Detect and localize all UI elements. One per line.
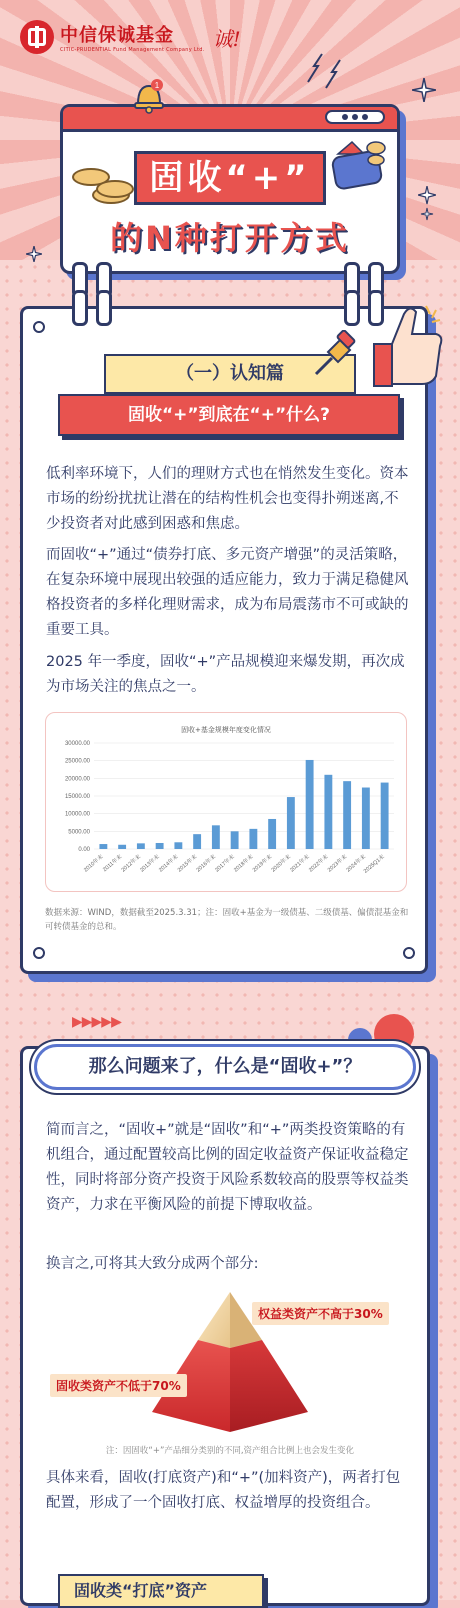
pushpin-icon xyxy=(310,330,360,380)
hero-subtitle: 的N种打开方式 xyxy=(110,219,350,257)
x-tick-label: 2015年末 xyxy=(176,853,199,874)
chart-bar xyxy=(249,829,257,849)
binder-ring xyxy=(72,290,88,326)
window-controls xyxy=(325,110,385,124)
brand-name-en: CITIC-PRUDENTIAL Fund Management Company Ltd. xyxy=(60,47,205,53)
x-tick-label: 2010年末 xyxy=(82,853,105,874)
chart-title: 固收+基金规模年度变化情况 xyxy=(181,726,271,734)
brand-signature: 诚! xyxy=(212,26,241,51)
lightning-icon xyxy=(300,52,350,92)
chart-bar xyxy=(99,844,107,849)
hero-title: 固收“+” xyxy=(134,151,325,205)
sparkle-icon xyxy=(418,186,436,226)
x-tick-label: 2020年末 xyxy=(270,853,293,874)
chart-bar xyxy=(212,825,220,849)
question-heading: 那么问题来了，什么是“固收+”？ xyxy=(34,1044,416,1090)
chart-bar xyxy=(287,797,295,849)
section-tab-cognition: （一）认知篇 xyxy=(104,354,356,394)
chart-bar xyxy=(268,819,276,849)
bell-badge: 1 xyxy=(154,81,160,90)
x-tick-label: 2013年末 xyxy=(139,853,161,874)
x-tick-label: 2016年末 xyxy=(195,853,218,874)
corner-dot xyxy=(33,321,45,333)
wallet-icon xyxy=(330,140,386,190)
citic-logo-icon xyxy=(20,20,54,54)
x-tick-label: 2024年末 xyxy=(345,853,368,874)
intro-paragraph: 低利率环境下，人们的理财方式也在悄然发生变化。资本市场的纷纷扰扰让潜在的结构性机会也变得扑朔迷离,不少投资者对此感到困惑和焦虑。 xyxy=(46,466,409,532)
y-tick-label: 15000.00 xyxy=(64,794,90,800)
chart-bar xyxy=(156,843,164,849)
x-tick-label: 2023年末 xyxy=(326,853,349,874)
chart-bar xyxy=(343,781,351,849)
bar-chart xyxy=(46,713,406,891)
sparkle-icon xyxy=(26,246,42,262)
coin-icon xyxy=(96,180,134,198)
x-tick-label: 2018年末 xyxy=(232,853,255,874)
parts-paragraph: 换言之,可将其大致分成两个部分: xyxy=(46,1256,259,1272)
x-tick-label: 2019年末 xyxy=(251,853,274,874)
chart-bar xyxy=(362,788,370,849)
chart-source-note: 数据来源：WIND，数据截至2025.3.31；注：固收+基金为一级债基、二级债基、偏债混基金和可转债基金的总和。 xyxy=(45,908,409,932)
chart-bar xyxy=(324,775,332,849)
binder-ring xyxy=(344,290,360,326)
x-tick-label: 2017年末 xyxy=(214,853,236,874)
y-tick-label: 0.00 xyxy=(78,847,90,853)
title-window-bar xyxy=(63,107,397,132)
definition-paragraph: 简而言之，“固收+”就是“固收”和“+”两类投资策略的有机组合，通过配置较高比例的固定收益资产保证收益稳定性，同时将部分资产投资于风险系数较高的股票等权益类资产，力求在平衡风险的前提下博取收益。 xyxy=(46,1122,409,1213)
portfolio-paragraph: 具体来看，固收(打底资产)和“+”(加料资产)，两者打包配置，形成了一个固收打底、权益增厚的投资组合。 xyxy=(46,1470,401,1511)
chart-bar xyxy=(118,845,126,849)
x-tick-label: 2022年末 xyxy=(307,853,330,874)
fixed-income-ratio-tag: 固收类资产不低于70% xyxy=(50,1374,187,1397)
next-section-tab: 固收类“打底”资产 xyxy=(58,1574,264,1608)
strategy-paragraph: 而固收“+”通过“债券打底、多元资产增强”的灵活策略，在复杂环境中展现出较强的适应能力，致力于满足稳健风格投资者的多样化理财需求，成为布局震荡市不可或缺的重要工具。 xyxy=(46,547,409,638)
equity-ratio-tag: 权益类资产不高于30% xyxy=(252,1302,389,1325)
chart-bar xyxy=(174,842,182,849)
x-tick-label: 2014年末 xyxy=(157,853,180,874)
sparkle-icon xyxy=(412,78,436,102)
chart-bar xyxy=(231,831,239,849)
chart-bar xyxy=(306,760,314,849)
chart-bar xyxy=(193,834,201,849)
thumbs-up-icon xyxy=(370,300,450,390)
x-tick-label: 2021年末 xyxy=(289,853,311,874)
chart-bar xyxy=(381,783,389,849)
chart-bar xyxy=(137,843,145,849)
corner-dot xyxy=(403,947,415,959)
y-tick-label: 25000.00 xyxy=(64,758,90,765)
corner-dot xyxy=(33,947,45,959)
x-tick-label: 2012年末 xyxy=(120,853,143,874)
brand-name: 中信保诚基金 xyxy=(60,25,174,46)
binder-ring xyxy=(96,290,112,326)
bell-icon xyxy=(132,78,166,114)
x-tick-label: 2025Q1末 xyxy=(362,853,386,875)
section-banner: 固收“+”到底在“+”什么? xyxy=(58,394,400,436)
y-tick-label: 20000.00 xyxy=(64,776,90,783)
brand-logo xyxy=(20,20,241,54)
scale-paragraph: 2025 年一季度，固收“+”产品规模迎来爆发期，再次成为市场关注的焦点之一。 xyxy=(46,654,405,695)
pyramid-note: 注：因固收“+”产品细分类别的不同,资产组合比例上也会发生变化 xyxy=(105,1446,355,1456)
arrow-decoration: ▶▶▶▶▶ xyxy=(72,1014,121,1030)
y-tick-label: 5000.00 xyxy=(68,829,90,836)
y-tick-label: 30000.00 xyxy=(64,741,90,747)
y-tick-label: 10000.00 xyxy=(64,811,90,818)
x-tick-label: 2011年末 xyxy=(102,853,124,874)
scale-chart xyxy=(45,712,407,892)
